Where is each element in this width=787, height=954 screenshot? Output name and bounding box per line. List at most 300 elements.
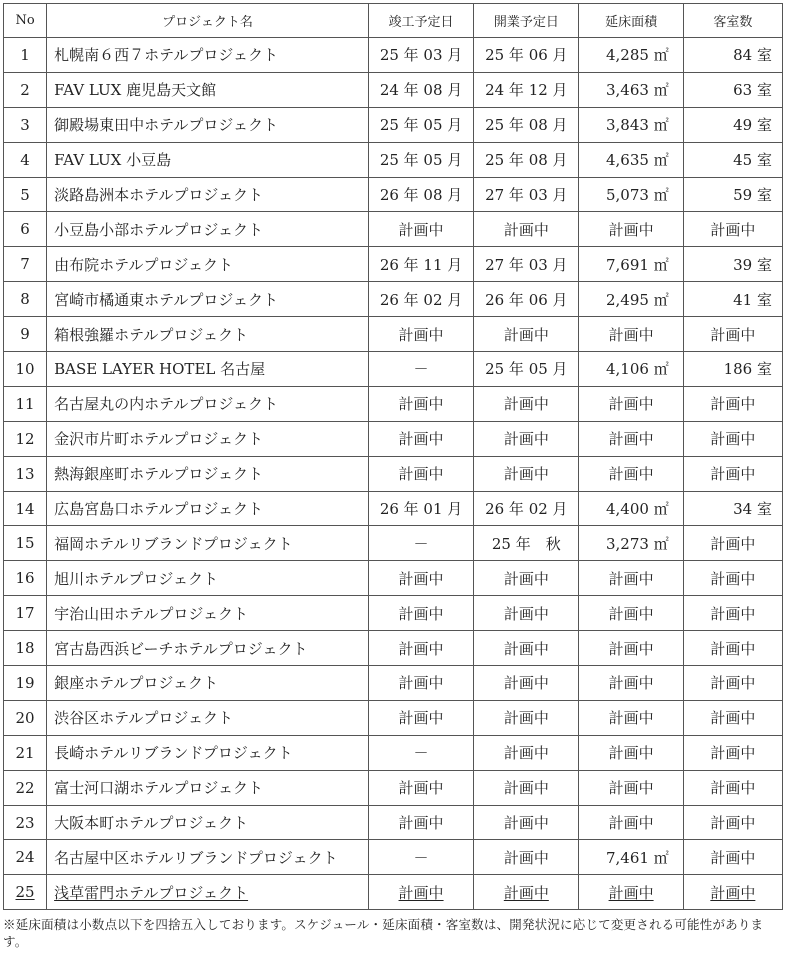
header-no: No bbox=[4, 4, 47, 38]
row-completion-date-text: 25 年 05 月 bbox=[379, 151, 463, 170]
row-room-count bbox=[683, 72, 782, 107]
row-completion-date bbox=[368, 107, 473, 142]
row-completion-date-text: 計画中 bbox=[398, 674, 444, 693]
row-no bbox=[4, 386, 47, 421]
row-room-count-text: 63 室 bbox=[733, 81, 772, 100]
row-room-count-text: 45 室 bbox=[733, 151, 772, 170]
row-opening-date bbox=[474, 282, 579, 317]
row-floor-area-text: 5,073 ㎡ bbox=[606, 186, 669, 204]
table-row bbox=[4, 282, 783, 317]
row-opening-date bbox=[474, 526, 579, 561]
row-no bbox=[4, 421, 47, 456]
row-opening-date bbox=[474, 875, 579, 910]
row-floor-area bbox=[579, 875, 683, 910]
table-row bbox=[4, 456, 783, 491]
row-room-count-text: 59 室 bbox=[733, 186, 772, 204]
row-room-count bbox=[683, 212, 782, 247]
row-room-count-text: 計画中 bbox=[710, 814, 756, 833]
row-no-text: 17 bbox=[15, 604, 35, 623]
row-no bbox=[4, 526, 47, 561]
row-no-text: 5 bbox=[20, 185, 30, 204]
header-opening-date: 開業予定日 bbox=[474, 4, 579, 38]
footnote: ※延床面積は小数点以下を四捨五入しております。スケジュール・延床面積・客室数は、開発状況に応じて変更される可能性があります。 bbox=[3, 917, 764, 949]
row-opening-date bbox=[474, 317, 579, 352]
row-floor-area-text: 3,843 ㎡ bbox=[606, 116, 669, 135]
row-opening-date-text: 25 年 秋 bbox=[491, 534, 561, 553]
row-completion-date-text: 25 年 03 月 bbox=[379, 46, 463, 65]
row-room-count bbox=[683, 561, 782, 596]
row-no-text: 23 bbox=[15, 813, 35, 832]
row-no bbox=[4, 247, 47, 282]
row-project-name bbox=[47, 491, 369, 526]
table-row bbox=[4, 666, 783, 701]
row-floor-area bbox=[579, 317, 683, 352]
row-opening-date-text: 計画中 bbox=[503, 430, 549, 449]
table-row bbox=[4, 875, 783, 910]
row-project-name-text: 金沢市片町ホテルプロジェクト bbox=[54, 430, 264, 449]
row-project-name bbox=[47, 212, 369, 247]
row-completion-date bbox=[368, 282, 473, 317]
row-completion-date bbox=[368, 142, 473, 177]
row-opening-date-text: 25 年 06 月 bbox=[485, 46, 568, 65]
table-row bbox=[4, 352, 783, 387]
row-room-count-text: 計画中 bbox=[710, 395, 756, 414]
row-completion-date-text: 計画中 bbox=[398, 639, 444, 658]
row-project-name-text: 由布院ホテルプロジェクト bbox=[54, 255, 234, 274]
table-row bbox=[4, 631, 783, 666]
row-project-name bbox=[47, 805, 369, 840]
table-row bbox=[4, 386, 783, 421]
row-project-name-text: 宮崎市橘通東ホテルプロジェクト bbox=[54, 290, 279, 309]
row-completion-date bbox=[368, 421, 473, 456]
row-completion-date-text: 計画中 bbox=[398, 779, 444, 798]
row-project-name bbox=[47, 352, 369, 387]
row-floor-area bbox=[579, 107, 683, 142]
row-completion-date bbox=[368, 247, 473, 282]
table-row bbox=[4, 107, 783, 142]
row-completion-date bbox=[368, 700, 473, 735]
row-room-count-text: 34 室 bbox=[733, 500, 772, 519]
row-floor-area bbox=[579, 421, 683, 456]
row-floor-area-text: 計画中 bbox=[608, 883, 654, 902]
row-floor-area bbox=[579, 735, 683, 770]
row-completion-date-text: － bbox=[413, 848, 429, 867]
row-room-count bbox=[683, 875, 782, 910]
row-completion-date-text: － bbox=[413, 534, 429, 553]
row-room-count bbox=[683, 456, 782, 491]
row-no bbox=[4, 72, 47, 107]
table-header-row bbox=[4, 4, 783, 38]
row-room-count-text: 計画中 bbox=[710, 604, 756, 623]
row-opening-date bbox=[474, 561, 579, 596]
row-project-name bbox=[47, 840, 369, 875]
row-project-name-text: 銀座ホテルプロジェクト bbox=[54, 674, 219, 693]
row-project-name-text: 御殿場東田中ホテルプロジェクト bbox=[54, 116, 279, 135]
row-project-name bbox=[47, 456, 369, 491]
row-opening-date-text: 24 年 12 月 bbox=[485, 81, 568, 100]
row-completion-date-text: 計画中 bbox=[398, 814, 444, 833]
row-floor-area-text: 3,273 ㎡ bbox=[606, 534, 669, 553]
row-room-count-text: 計画中 bbox=[710, 779, 756, 798]
row-no bbox=[4, 805, 47, 840]
row-room-count bbox=[683, 631, 782, 666]
row-completion-date bbox=[368, 212, 473, 247]
row-no bbox=[4, 212, 47, 247]
row-completion-date-text: 計画中 bbox=[398, 709, 444, 728]
row-room-count-text: 計画中 bbox=[710, 465, 756, 484]
row-opening-date bbox=[474, 805, 579, 840]
row-floor-area-text: 4,106 ㎡ bbox=[606, 360, 669, 379]
row-room-count bbox=[683, 317, 782, 352]
row-opening-date-text: 25 年 08 月 bbox=[485, 151, 568, 170]
table-row bbox=[4, 142, 783, 177]
row-project-name bbox=[47, 247, 369, 282]
row-project-name bbox=[47, 770, 369, 805]
row-no-text: 25 bbox=[15, 883, 35, 902]
row-opening-date-text: 計画中 bbox=[503, 569, 549, 588]
row-opening-date bbox=[474, 700, 579, 735]
row-room-count-text: 計画中 bbox=[710, 883, 756, 902]
row-opening-date-text: 26 年 02 月 bbox=[485, 500, 568, 519]
row-opening-date-text: 27 年 03 月 bbox=[485, 186, 568, 204]
row-floor-area bbox=[579, 491, 683, 526]
row-completion-date-text: 26 年 02 月 bbox=[379, 290, 463, 309]
row-floor-area bbox=[579, 352, 683, 387]
row-no bbox=[4, 700, 47, 735]
row-completion-date-text: 計画中 bbox=[398, 220, 444, 239]
table-row bbox=[4, 526, 783, 561]
row-floor-area bbox=[579, 177, 683, 212]
row-no bbox=[4, 840, 47, 875]
row-opening-date bbox=[474, 735, 579, 770]
row-room-count bbox=[683, 735, 782, 770]
row-floor-area bbox=[579, 142, 683, 177]
row-room-count-text: 計画中 bbox=[710, 674, 756, 693]
row-opening-date bbox=[474, 491, 579, 526]
table-row bbox=[4, 840, 783, 875]
row-completion-date bbox=[368, 770, 473, 805]
row-room-count-text: 計画中 bbox=[710, 325, 756, 344]
row-opening-date bbox=[474, 456, 579, 491]
row-floor-area bbox=[579, 38, 683, 73]
row-completion-date bbox=[368, 561, 473, 596]
row-completion-date-text: 計画中 bbox=[398, 465, 444, 484]
row-floor-area bbox=[579, 561, 683, 596]
hotel-project-table bbox=[3, 3, 783, 910]
row-project-name bbox=[47, 38, 369, 73]
row-opening-date-text: 26 年 06 月 bbox=[485, 290, 568, 309]
row-completion-date bbox=[368, 352, 473, 387]
row-no-text: 8 bbox=[20, 290, 30, 309]
row-floor-area-text: 計画中 bbox=[608, 639, 654, 658]
table-row bbox=[4, 770, 783, 805]
row-project-name-text: 宇治山田ホテルプロジェクト bbox=[54, 604, 249, 623]
row-opening-date bbox=[474, 38, 579, 73]
row-project-name bbox=[47, 631, 369, 666]
row-no bbox=[4, 491, 47, 526]
row-completion-date bbox=[368, 805, 473, 840]
row-floor-area-text: 2,495 ㎡ bbox=[606, 290, 669, 309]
row-opening-date-text: 計画中 bbox=[503, 883, 549, 902]
table-row bbox=[4, 596, 783, 631]
row-room-count-text: 計画中 bbox=[710, 639, 756, 658]
row-project-name-text: 小豆島小部ホテルプロジェクト bbox=[54, 220, 264, 239]
header-room-count: 客室数 bbox=[683, 4, 782, 38]
row-room-count bbox=[683, 142, 782, 177]
row-completion-date bbox=[368, 631, 473, 666]
row-floor-area-text: 計画中 bbox=[608, 814, 654, 833]
row-no-text: 12 bbox=[15, 429, 35, 448]
row-floor-area bbox=[579, 770, 683, 805]
row-floor-area-text: 計画中 bbox=[608, 569, 654, 588]
row-completion-date bbox=[368, 317, 473, 352]
row-floor-area bbox=[579, 700, 683, 735]
row-project-name bbox=[47, 177, 369, 212]
row-floor-area bbox=[579, 631, 683, 666]
table-row bbox=[4, 421, 783, 456]
row-no bbox=[4, 38, 47, 73]
row-room-count bbox=[683, 282, 782, 317]
row-room-count bbox=[683, 840, 782, 875]
row-floor-area-text: 7,461 ㎡ bbox=[606, 848, 669, 867]
row-room-count bbox=[683, 491, 782, 526]
row-project-name-text: FAV LUX 鹿児島天文館 bbox=[54, 81, 217, 100]
row-floor-area bbox=[579, 282, 683, 317]
row-floor-area-text: 計画中 bbox=[608, 325, 654, 344]
row-floor-area bbox=[579, 526, 683, 561]
row-no bbox=[4, 561, 47, 596]
row-no-text: 18 bbox=[15, 639, 35, 658]
row-completion-date bbox=[368, 735, 473, 770]
row-floor-area-text: 計画中 bbox=[608, 604, 654, 623]
row-completion-date bbox=[368, 456, 473, 491]
row-no bbox=[4, 177, 47, 212]
row-completion-date-text: 計画中 bbox=[398, 604, 444, 623]
row-no bbox=[4, 317, 47, 352]
row-room-count bbox=[683, 666, 782, 701]
row-no-text: 22 bbox=[15, 778, 35, 797]
row-no-text: 10 bbox=[15, 359, 35, 378]
row-opening-date-text: 計画中 bbox=[503, 325, 549, 344]
row-floor-area-text: 計画中 bbox=[608, 465, 654, 484]
row-project-name bbox=[47, 317, 369, 352]
row-room-count bbox=[683, 700, 782, 735]
row-project-name-text: 浅草雷門ホテルプロジェクト bbox=[54, 883, 249, 902]
row-completion-date bbox=[368, 596, 473, 631]
row-no-text: 15 bbox=[15, 534, 35, 553]
row-project-name bbox=[47, 875, 369, 910]
row-project-name-text: 長崎ホテルリブランドプロジェクト bbox=[54, 744, 293, 763]
row-room-count bbox=[683, 247, 782, 282]
row-completion-date-text: 26 年 11 月 bbox=[379, 255, 463, 274]
row-opening-date-text: 25 年 05 月 bbox=[485, 360, 568, 379]
table-row bbox=[4, 317, 783, 352]
row-no-text: 4 bbox=[20, 150, 30, 169]
row-no-text: 20 bbox=[15, 708, 35, 727]
row-room-count bbox=[683, 596, 782, 631]
row-project-name bbox=[47, 735, 369, 770]
row-no bbox=[4, 107, 47, 142]
row-floor-area bbox=[579, 805, 683, 840]
row-completion-date-text: 24 年 08 月 bbox=[379, 81, 463, 100]
row-opening-date bbox=[474, 631, 579, 666]
row-project-name-text: BASE LAYER HOTEL 名古屋 bbox=[54, 360, 266, 379]
row-no-text: 11 bbox=[15, 394, 35, 413]
table-row bbox=[4, 177, 783, 212]
row-completion-date-text: 26 年 08 月 bbox=[379, 186, 463, 204]
row-no bbox=[4, 596, 47, 631]
row-completion-date-text: 計画中 bbox=[398, 325, 444, 344]
row-opening-date-text: 27 年 03 月 bbox=[485, 255, 568, 274]
table-row bbox=[4, 247, 783, 282]
row-project-name-text: 宮古島西浜ビーチホテルプロジェクト bbox=[54, 639, 308, 658]
row-floor-area-text: 3,463 ㎡ bbox=[606, 81, 669, 100]
row-project-name-text: 熱海銀座町ホテルプロジェクト bbox=[54, 465, 264, 484]
row-project-name-text: 札幌南６西７ホテルプロジェクト bbox=[54, 46, 279, 65]
row-room-count bbox=[683, 352, 782, 387]
row-opening-date-text: 計画中 bbox=[503, 779, 549, 798]
table-row bbox=[4, 735, 783, 770]
header-floor-area: 延床面積 bbox=[579, 4, 683, 38]
row-room-count bbox=[683, 177, 782, 212]
row-completion-date-text: － bbox=[413, 360, 429, 379]
row-completion-date bbox=[368, 526, 473, 561]
row-room-count bbox=[683, 805, 782, 840]
row-room-count bbox=[683, 107, 782, 142]
row-opening-date-text: 計画中 bbox=[503, 814, 549, 833]
row-no-text: 1 bbox=[20, 45, 30, 64]
row-floor-area-text: 7,691 ㎡ bbox=[606, 255, 669, 274]
row-no bbox=[4, 631, 47, 666]
row-project-name bbox=[47, 386, 369, 421]
row-project-name bbox=[47, 421, 369, 456]
row-room-count bbox=[683, 770, 782, 805]
row-project-name bbox=[47, 72, 369, 107]
row-project-name-text: FAV LUX 小豆島 bbox=[54, 151, 172, 170]
row-opening-date bbox=[474, 142, 579, 177]
row-completion-date-text: 計画中 bbox=[398, 395, 444, 414]
row-floor-area-text: 4,635 ㎡ bbox=[606, 151, 669, 170]
row-completion-date bbox=[368, 666, 473, 701]
row-project-name-text: 富士河口湖ホテルプロジェクト bbox=[54, 779, 264, 798]
row-no-text: 16 bbox=[15, 569, 35, 588]
row-room-count-text: 84 室 bbox=[733, 46, 772, 65]
row-floor-area-text: 計画中 bbox=[608, 744, 654, 763]
row-room-count-text: 計画中 bbox=[710, 744, 756, 763]
row-floor-area bbox=[579, 456, 683, 491]
row-completion-date bbox=[368, 386, 473, 421]
row-opening-date-text: 計画中 bbox=[503, 709, 549, 728]
row-opening-date-text: 計画中 bbox=[503, 604, 549, 623]
row-room-count-text: 計画中 bbox=[710, 569, 756, 588]
row-room-count bbox=[683, 421, 782, 456]
row-project-name-text: 広島宮島口ホテルプロジェクト bbox=[54, 500, 264, 519]
table-row bbox=[4, 212, 783, 247]
row-completion-date-text: 26 年 01 月 bbox=[379, 500, 463, 519]
row-floor-area bbox=[579, 212, 683, 247]
row-opening-date-text: 計画中 bbox=[503, 465, 549, 484]
row-completion-date-text: － bbox=[413, 744, 429, 763]
row-room-count-text: 49 室 bbox=[733, 116, 772, 135]
row-completion-date bbox=[368, 177, 473, 212]
row-no-text: 2 bbox=[20, 80, 30, 99]
row-room-count bbox=[683, 38, 782, 73]
row-room-count-text: 186 室 bbox=[723, 360, 772, 379]
table-row bbox=[4, 805, 783, 840]
row-project-name bbox=[47, 700, 369, 735]
row-room-count-text: 計画中 bbox=[710, 848, 756, 867]
row-opening-date bbox=[474, 212, 579, 247]
row-opening-date bbox=[474, 352, 579, 387]
row-opening-date bbox=[474, 840, 579, 875]
row-opening-date-text: 計画中 bbox=[503, 639, 549, 658]
row-completion-date bbox=[368, 72, 473, 107]
row-no bbox=[4, 352, 47, 387]
row-floor-area-text: 計画中 bbox=[608, 709, 654, 728]
row-completion-date bbox=[368, 491, 473, 526]
row-floor-area bbox=[579, 247, 683, 282]
row-floor-area bbox=[579, 596, 683, 631]
row-project-name bbox=[47, 282, 369, 317]
header-completion-date: 竣工予定日 bbox=[368, 4, 473, 38]
row-floor-area-text: 計画中 bbox=[608, 674, 654, 693]
row-floor-area bbox=[579, 666, 683, 701]
row-floor-area-text: 計画中 bbox=[608, 220, 654, 239]
row-opening-date-text: 計画中 bbox=[503, 674, 549, 693]
row-no bbox=[4, 770, 47, 805]
row-project-name-text: 旭川ホテルプロジェクト bbox=[54, 569, 219, 588]
row-completion-date-text: 計画中 bbox=[398, 430, 444, 449]
row-floor-area bbox=[579, 72, 683, 107]
row-opening-date bbox=[474, 107, 579, 142]
row-project-name-text: 大阪本町ホテルプロジェクト bbox=[54, 814, 249, 833]
row-completion-date bbox=[368, 840, 473, 875]
table-body bbox=[4, 38, 783, 910]
row-project-name-text: 福岡ホテルリブランドプロジェクト bbox=[54, 534, 293, 553]
header-project-name: プロジェクト名 bbox=[47, 4, 369, 38]
table-row bbox=[4, 38, 783, 73]
row-no-text: 3 bbox=[20, 115, 30, 134]
row-opening-date bbox=[474, 421, 579, 456]
row-floor-area-text: 計画中 bbox=[608, 395, 654, 414]
table-row bbox=[4, 561, 783, 596]
row-opening-date-text: 計画中 bbox=[503, 848, 549, 867]
row-project-name-text: 淡路島洲本ホテルプロジェクト bbox=[54, 186, 264, 204]
row-project-name bbox=[47, 596, 369, 631]
row-room-count-text: 計画中 bbox=[710, 220, 756, 239]
row-no bbox=[4, 735, 47, 770]
row-no-text: 6 bbox=[20, 220, 30, 239]
row-no bbox=[4, 142, 47, 177]
row-room-count-text: 計画中 bbox=[710, 709, 756, 728]
row-floor-area-text: 4,285 ㎡ bbox=[606, 46, 669, 65]
row-room-count-text: 計画中 bbox=[710, 534, 756, 553]
row-opening-date-text: 25 年 08 月 bbox=[485, 116, 568, 135]
table-row bbox=[4, 491, 783, 526]
row-room-count bbox=[683, 386, 782, 421]
row-opening-date bbox=[474, 386, 579, 421]
row-no-text: 14 bbox=[15, 499, 35, 518]
row-completion-date-text: 計画中 bbox=[398, 569, 444, 588]
row-completion-date-text: 計画中 bbox=[398, 883, 444, 902]
row-no-text: 7 bbox=[20, 255, 30, 274]
row-project-name bbox=[47, 107, 369, 142]
row-project-name bbox=[47, 666, 369, 701]
row-completion-date-text: 25 年 05 月 bbox=[379, 116, 463, 135]
row-no bbox=[4, 666, 47, 701]
row-opening-date bbox=[474, 666, 579, 701]
row-opening-date bbox=[474, 596, 579, 631]
